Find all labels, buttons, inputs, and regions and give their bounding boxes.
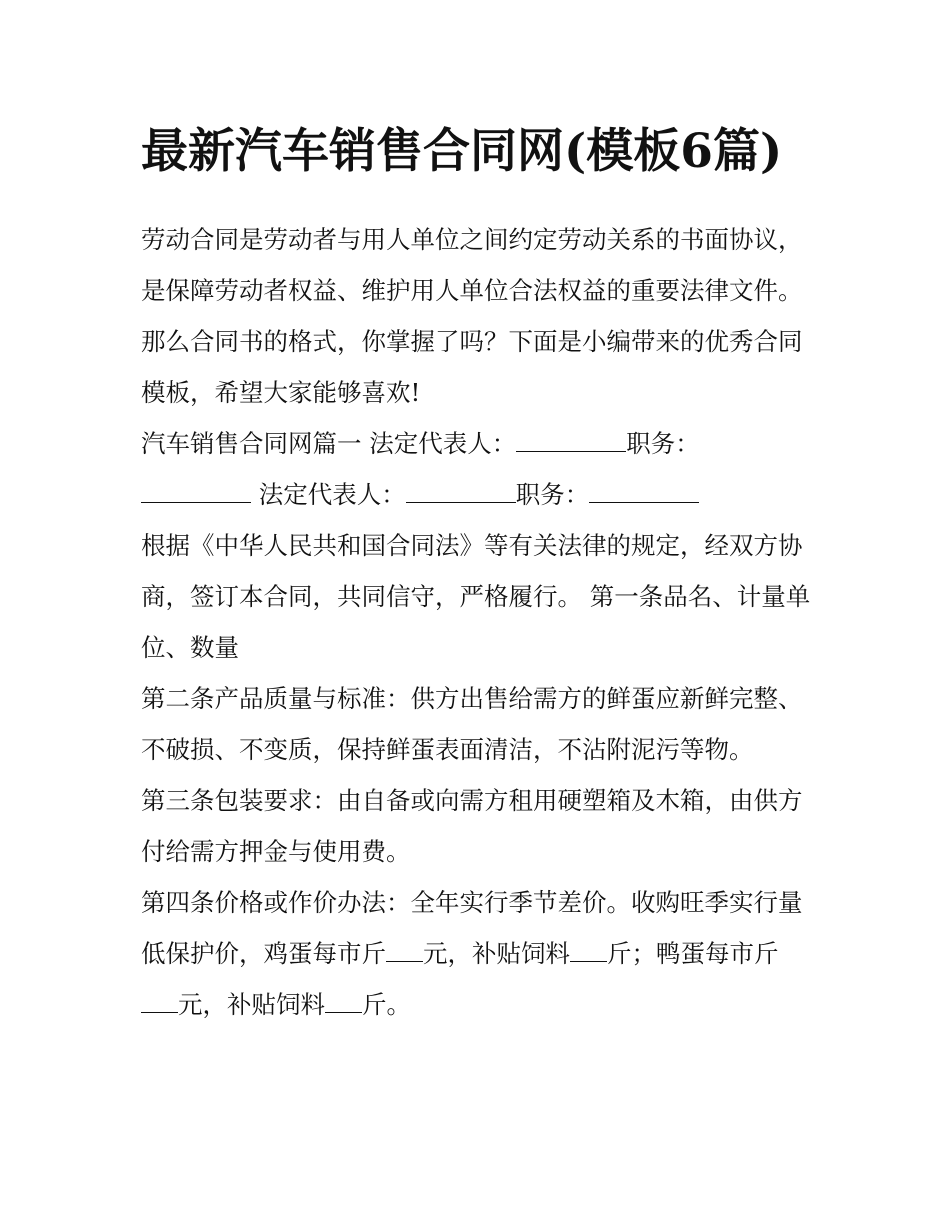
article-2-paragraph: 第二条产品质量与标准：供方出售给需方的鲜蛋应新鲜完整、不破损、不变质，保持鲜蛋表面清洁，不沾附泥污等物。 xyxy=(141,684,803,764)
article-1-paragraph: 根据《中华人民共和国合同法》等有关法律的规定，经双方协商，签订本合同，共同信守，严格履行。 第一条品名、计量单位、数量 xyxy=(141,531,811,662)
article-4-text-2: 元，补贴饲料 xyxy=(423,939,570,968)
article-4-text-5: 斤。 xyxy=(362,990,411,1019)
article-4-text-3: 斤；鸭蛋每市斤 xyxy=(607,939,779,968)
intro-paragraph: 劳动合同是劳动者与用人单位之间约定劳动关系的书面协议，是保障劳动者权益、维护用人单位合法权益的重要法律文件。那么合同书的格式，你掌握了吗？下面是小编带来的优秀合同模板，希望大家能够喜欢! xyxy=(141,225,803,407)
heading-text-2: 职务： xyxy=(626,429,700,458)
heading-text-3: 法定代表人： xyxy=(251,480,406,509)
article-4-paragraph xyxy=(141,877,813,1030)
article-4-text-1: 第四条价格或作价办法：全年实行季节差价。收购旺季实行量低保护价，鸡蛋每市斤 xyxy=(141,888,803,968)
document-body xyxy=(141,112,813,1030)
representative-line xyxy=(141,418,813,520)
heading-text-4: 职务： xyxy=(515,480,590,509)
heading-text-1: 汽车销售合同网篇一 法定代表人： xyxy=(141,429,517,458)
egg-feed-blank xyxy=(570,934,607,962)
duck-egg-price-blank xyxy=(141,985,178,1013)
article-4-text-4: 元，补贴饲料 xyxy=(178,990,325,1019)
representative-blank-2 xyxy=(406,475,516,503)
article-3-paragraph: 第三条包装要求：由自备或向需方租用硬塑箱及木箱，由供方付给需方押金与使用费。 xyxy=(141,786,803,866)
duck-egg-feed-blank xyxy=(325,985,362,1013)
egg-price-blank xyxy=(386,934,423,962)
position-blank-1 xyxy=(141,475,251,503)
representative-blank-1 xyxy=(516,424,626,452)
document-title: 最新汽车销售合同网(模板6篇) xyxy=(141,124,783,179)
position-blank-2 xyxy=(589,475,699,503)
